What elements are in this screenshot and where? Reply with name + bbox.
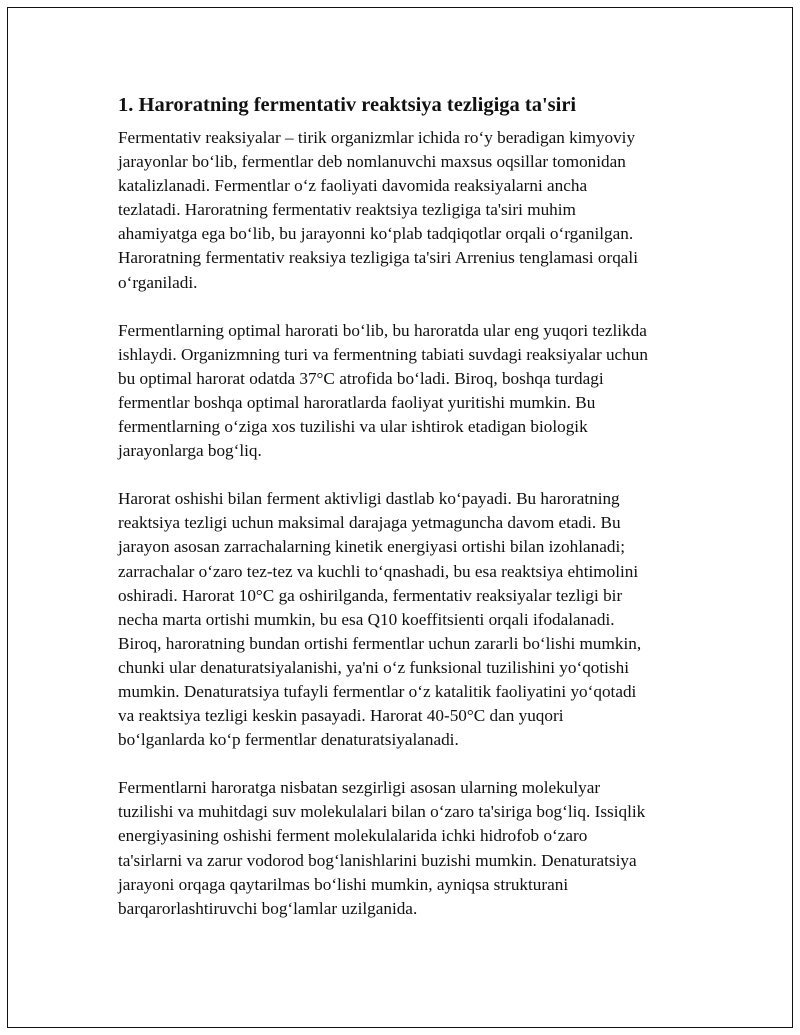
text-line: zarrachalar o‘zaro tez-tez va kuchli to‘qnashadi, bu esa reaktsiya ehtimolini [118,561,639,581]
text-line: ishlaydi. Organizmning turi va fermentning tabiati suvdagi reaksiyalar uchun [118,344,648,364]
text-line: chunki ular denaturatsiyalanishi, ya'ni o‘z funksional tuzilishini yo‘qotishi [118,657,629,677]
text-line: katalizlanadi. Fermentlar o‘z faoliyati davomida reaksiyalarni ancha [118,176,588,196]
text-line: Biroq, haroratning bundan ortishi fermentlar uchun zararli bo‘lishi mumkin, [118,633,642,653]
text-line: Harorat oshishi bilan ferment aktivligi dastlab ko‘payadi. Bu haroratning [118,489,620,509]
text-line: Fermentlarning optimal harorati bo‘lib, bu haroratda ular eng yuqori tezlikda [118,320,647,340]
paragraph-1 [118,126,692,295]
text-line: ahamiyatga ega bo‘lib, bu jarayonni ko‘plab tadqiqotlar orqali o‘rganilgan. [118,224,634,244]
text-line: jarayon asosan zarrachalarning kinetik energiyasi ortishi bilan izohlanadi; [118,537,626,557]
paragraph-2 [118,319,692,464]
text-line: tezlatadi. Haroratning fermentativ reaktsiya tezligiga ta'siri muhim [118,200,576,220]
document-body [118,92,692,921]
text-line: jarayonlar bo‘lib, fermentlar deb nomlanuvchi maxsus oqsillar tomonidan [118,152,626,172]
text-line: barqarorlashtiruvchi bog‘lamlar uzilganida. [118,898,418,918]
paragraph-4 [118,776,692,921]
text-line: jarayonlarga bog‘liq. [118,441,262,461]
text-line: necha marta ortishi mumkin, bu esa Q10 koeffitsienti orqali ifodalanadi. [118,609,615,629]
text-line: fermentlarning o‘ziga xos tuzilishi va ular ishtirok etadigan biologik [118,417,588,437]
text-line: Haroratning fermentativ reaksiya tezligiga ta'siri Arrenius tenglamasi orqali [118,248,638,268]
text-line: Fermentativ reaksiyalar – tirik organizmlar ichida ro‘y beradigan kimyoviy [118,128,636,147]
text-line: reaktsiya tezligi uchun maksimal darajaga yetmaguncha davom etadi. Bu [118,513,621,533]
text-line: va reaktsiya tezligi keskin pasayadi. Harorat 40-50°C dan yuqori [118,706,564,726]
text-line: bu optimal harorat odatda 37°C atrofida bo‘ladi. Biroq, boshqa turdagi [118,368,604,388]
text-line: tuzilishi va muhitdagi suv molekulalari bilan o‘zaro ta'siriga bog‘liq. Issiqlik [118,802,646,822]
text-line: energiyasining oshishi ferment molekulalarida ichki hidrofob o‘zaro [118,826,588,846]
text-line: o‘rganiladi. [118,272,198,292]
text-line: Fermentlarni haroratga nisbatan sezgirligi asosan ularning molekulyar [118,778,601,798]
paragraph-3 [118,487,692,752]
text-line: jarayoni orqaga qaytarilmas bo‘lishi mumkin, ayniqsa strukturani [118,874,569,894]
text-line: mumkin. Denaturatsiya tufayli fermentlar o‘z katalitik faoliyatini yo‘qotadi [118,681,637,701]
text-line: ta'sirlarni va zarur vodorod bog‘lanishlarini buzishi mumkin. Denaturatsiya [118,850,637,870]
document-title: 1. Haroratning fermentativ reaktsiya tezligiga ta'siri [118,94,577,116]
text-line: fermentlar boshqa optimal haroratlarda faoliyat yuritishi mumkin. Bu [118,392,596,412]
text-line: oshiradi. Harorat 10°C ga oshirilganda, fermentativ reaksiyalar tezligi bir [118,585,623,605]
text-line: bo‘lganlarda ko‘p fermentlar denaturatsiyalanadi. [118,730,459,750]
